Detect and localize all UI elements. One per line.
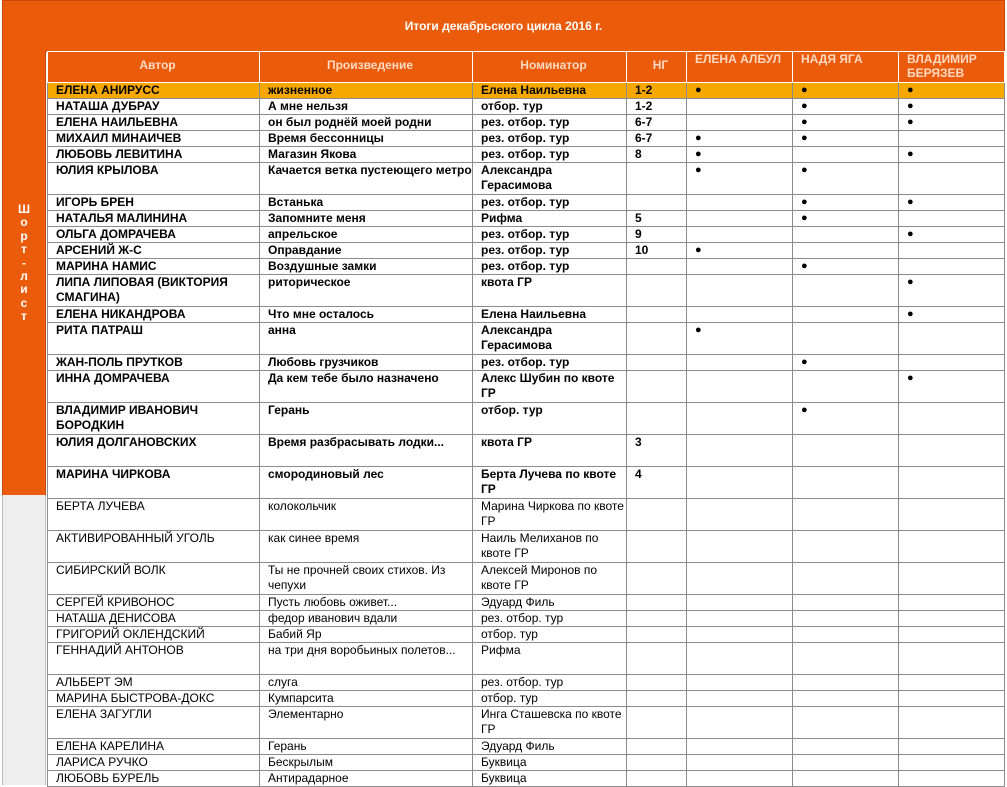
cell-vote-beryazev [899,755,1005,771]
table-row[interactable] [48,115,1005,131]
cell-vote-albul [687,499,793,531]
cell-ng [627,707,687,739]
cell-vote-yaga: ● [793,211,899,227]
cell-vote-albul [687,275,793,307]
results-table [47,51,1005,787]
cell-ng [627,611,687,627]
cell-vote-albul [687,467,793,499]
cell-author: ЛИПА ЛИПОВАЯ (ВИКТОРИЯ СМАГИНА) [48,275,260,307]
cell-vote-albul: ● [687,83,793,99]
cell-work: он был роднёй моей родни [260,115,473,131]
col-header-judge-yaga[interactable]: НАДЯ ЯГА [793,52,899,83]
cell-nominator: Елена Наильевна [473,83,627,99]
cell-nominator: квота ГР [473,435,627,467]
cell-vote-beryazev [899,211,1005,227]
cell-vote-beryazev: ● [899,227,1005,243]
cell-ng: 10 [627,243,687,259]
cell-vote-albul [687,227,793,243]
cell-work: Запомните меня [260,211,473,227]
cell-vote-yaga [793,307,899,323]
table-row[interactable] [48,83,1005,99]
cell-vote-beryazev [899,627,1005,643]
cell-nominator: квота ГР [473,275,627,307]
cell-nominator: отбор. тур [473,99,627,115]
cell-ng: 9 [627,227,687,243]
col-header-ng[interactable]: НГ [627,52,687,83]
table-row[interactable] [48,435,1005,467]
cell-work: анна [260,323,473,355]
cell-vote-albul [687,307,793,323]
cell-nominator: рез. отбор. тур [473,131,627,147]
cell-vote-beryazev [899,531,1005,563]
cell-nominator: отбор. тур [473,627,627,643]
cell-work: Любовь грузчиков [260,355,473,371]
cell-vote-yaga: ● [793,259,899,275]
table-row[interactable] [48,771,1005,787]
cell-author: РИТА ПАТРАШ [48,323,260,355]
cell-ng [627,355,687,371]
cell-vote-albul [687,259,793,275]
cell-work: Магазин Якова [260,147,473,163]
table-row[interactable] [48,627,1005,643]
cell-ng [627,691,687,707]
cell-vote-beryazev [899,611,1005,627]
cell-author: ЛЮБОВЬ ЛЕВИТИНА [48,147,260,163]
cell-author: БЕРТА ЛУЧЕВА [48,499,260,531]
cell-work: смородиновый лес [260,467,473,499]
cell-vote-albul [687,739,793,755]
cell-vote-albul [687,371,793,403]
cell-author: МАРИНА БЫСТРОВА-ДОКС [48,691,260,707]
cell-ng [627,307,687,323]
cell-nominator: рез. отбор. тур [473,355,627,371]
cell-ng [627,259,687,275]
side-label-char: л [20,269,28,284]
cell-nominator: рез. отбор. тур [473,243,627,259]
cell-author: МИХАИЛ МИНАИЧЕВ [48,131,260,147]
table-row[interactable] [48,195,1005,211]
cell-vote-beryazev [899,691,1005,707]
cell-author: АЛЬБЕРТ ЭМ [48,675,260,691]
table-row[interactable] [48,243,1005,259]
col-header-author[interactable]: Автор [48,52,260,83]
side-label-char: и [20,282,28,297]
cell-vote-yaga: ● [793,99,899,115]
cell-ng: 6-7 [627,115,687,131]
cell-work: Да кем тебе было назначено [260,371,473,403]
cell-ng [627,563,687,595]
cell-ng: 1-2 [627,99,687,115]
side-label-char: с [20,295,28,310]
cell-nominator: рез. отбор. тур [473,147,627,163]
cell-vote-albul [687,675,793,691]
cell-vote-yaga [793,707,899,739]
results-body [48,83,1005,787]
cell-work: федор иванович вдали [260,611,473,627]
col-header-nominator[interactable]: Номинатор [473,52,627,83]
shortlist-side-label [2,51,46,495]
cell-nominator: рез. отбор. тур [473,115,627,131]
cell-vote-yaga: ● [793,83,899,99]
cell-author: ИННА ДОМРАЧЕВА [48,371,260,403]
cell-author: НАТАША ДЕНИСОВА [48,611,260,627]
cell-nominator: рез. отбор. тур [473,611,627,627]
cell-nominator: Эдуард Филь [473,739,627,755]
cell-author: НАТАЛЬЯ МАЛИНИНА [48,211,260,227]
cell-vote-yaga [793,147,899,163]
cell-author: ОЛЬГА ДОМРАЧЕВА [48,227,260,243]
cell-author: ЕЛЕНА НИКАНДРОВА [48,307,260,323]
table-row[interactable] [48,675,1005,691]
cell-nominator: Рифма [473,643,627,675]
cell-nominator: отбор. тур [473,403,627,435]
cell-vote-yaga: ● [793,163,899,195]
cell-vote-albul: ● [687,131,793,147]
cell-vote-beryazev [899,675,1005,691]
cell-vote-beryazev [899,131,1005,147]
col-header-judge-albul[interactable]: ЕЛЕНА АЛБУЛ [687,52,793,83]
cell-ng [627,771,687,787]
side-label-char: Ш [17,202,31,216]
cell-vote-beryazev [899,707,1005,739]
table-row[interactable] [48,403,1005,435]
cell-vote-yaga [793,243,899,259]
col-header-work[interactable]: Произведение [260,52,473,83]
cell-work: колокольчик [260,499,473,531]
cell-author: СИБИРСКИЙ ВОЛК [48,563,260,595]
cell-vote-beryazev [899,403,1005,435]
cell-work: Пусть любовь оживет... [260,595,473,611]
cell-author: АРСЕНИЙ Ж-С [48,243,260,259]
cell-work: Время разбрасывать лодки... [260,435,473,467]
table-row[interactable] [48,643,1005,675]
cell-author: ВЛАДИМИР ИВАНОВИЧ БОРОДКИН [48,403,260,435]
cell-ng [627,403,687,435]
cell-work: Кумпарсита [260,691,473,707]
cell-nominator: Елена Наильевна [473,307,627,323]
cell-vote-albul [687,691,793,707]
cell-ng [627,627,687,643]
cell-author: МАРИНА НАМИС [48,259,260,275]
cell-ng: 1-2 [627,83,687,99]
cell-ng [627,755,687,771]
cell-work: Ты не прочней своих стихов. Из чепухи [260,563,473,595]
cell-work: Бескрылым [260,755,473,771]
side-label-char: т [21,309,27,324]
table-row[interactable] [48,147,1005,163]
cell-work: А мне нельзя [260,99,473,115]
cell-vote-beryazev [899,739,1005,755]
cell-work: Герань [260,739,473,755]
cell-vote-yaga: ● [793,355,899,371]
cell-vote-albul [687,435,793,467]
rest-side-column [2,495,46,785]
cell-work: Качается ветка пустеющего метро [260,163,473,195]
cell-vote-albul [687,99,793,115]
cell-work: риторическое [260,275,473,307]
cell-vote-beryazev: ● [899,115,1005,131]
cell-vote-yaga [793,467,899,499]
table-row[interactable] [48,323,1005,355]
cell-vote-albul [687,643,793,675]
table-row[interactable] [48,563,1005,595]
cell-vote-beryazev [899,563,1005,595]
cell-author: НАТАША ДУБРАУ [48,99,260,115]
cell-vote-albul: ● [687,243,793,259]
table-row[interactable] [48,467,1005,499]
cell-vote-albul [687,355,793,371]
cell-vote-albul [687,611,793,627]
cell-author: АКТИВИРОВАННЫЙ УГОЛЬ [48,531,260,563]
cell-vote-yaga: ● [793,403,899,435]
cell-vote-yaga [793,499,899,531]
cell-nominator: Буквица [473,755,627,771]
cell-ng [627,323,687,355]
results-sheet [2,0,1005,785]
cell-nominator: Наиль Мелиханов по квоте ГР [473,531,627,563]
table-row[interactable] [48,691,1005,707]
cell-vote-yaga [793,227,899,243]
cell-ng [627,275,687,307]
cell-vote-beryazev: ● [899,83,1005,99]
col-header-judge-beryazev[interactable]: ВЛАДИМИР БЕРЯЗЕВ [899,52,1005,83]
table-row[interactable] [48,707,1005,739]
cell-nominator: Александра Герасимова [473,323,627,355]
cell-author: СЕРГЕЙ КРИВОНОС [48,595,260,611]
cell-vote-albul [687,211,793,227]
cell-ng [627,675,687,691]
table-row[interactable] [48,307,1005,323]
cell-ng [627,643,687,675]
cell-vote-yaga [793,371,899,403]
cell-vote-beryazev [899,435,1005,467]
cell-author: ЮЛИЯ КРЫЛОВА [48,163,260,195]
cell-nominator: рез. отбор. тур [473,227,627,243]
cell-vote-albul [687,771,793,787]
cell-nominator: Буквица [473,771,627,787]
cell-author: ГРИГОРИЙ ОКЛЕНДСКИЙ [48,627,260,643]
cell-vote-yaga [793,643,899,675]
cell-ng [627,371,687,403]
side-label-char: о [20,215,28,230]
cell-ng: 3 [627,435,687,467]
cell-ng: 8 [627,147,687,163]
cell-author: ЛАРИСА РУЧКО [48,755,260,771]
cell-vote-beryazev: ● [899,371,1005,403]
cell-vote-yaga [793,739,899,755]
cell-ng: 6-7 [627,131,687,147]
cell-work: Элементарно [260,707,473,739]
cell-vote-beryazev [899,163,1005,195]
cell-nominator: отбор. тур [473,691,627,707]
cell-vote-beryazev [899,355,1005,371]
cell-vote-yaga [793,675,899,691]
cell-vote-beryazev [899,643,1005,675]
cell-work: Время бессонницы [260,131,473,147]
cell-vote-beryazev [899,323,1005,355]
cell-author: ГЕННАДИЙ АНТОНОВ [48,643,260,675]
cell-work: Встанька [260,195,473,211]
cell-vote-albul [687,115,793,131]
cell-ng [627,595,687,611]
cell-vote-yaga [793,755,899,771]
cell-vote-albul [687,531,793,563]
table-row[interactable] [48,371,1005,403]
cell-vote-beryazev [899,595,1005,611]
table-row[interactable] [48,227,1005,243]
cell-vote-beryazev: ● [899,275,1005,307]
side-label-char: т [21,242,27,257]
table-row[interactable] [48,259,1005,275]
cell-author: ЕЛЕНА АНИРУСС [48,83,260,99]
cell-author: ЖАН-ПОЛЬ ПРУТКОВ [48,355,260,371]
cell-nominator: рез. отбор. тур [473,675,627,691]
table-row[interactable] [48,739,1005,755]
cell-vote-yaga [793,771,899,787]
cell-ng [627,531,687,563]
cell-nominator: Инга Сташевска по квоте ГР [473,707,627,739]
cell-vote-yaga [793,595,899,611]
cell-vote-albul [687,627,793,643]
cell-vote-albul [687,707,793,739]
cell-vote-yaga [793,275,899,307]
table-row[interactable] [48,211,1005,227]
table-row[interactable] [48,355,1005,371]
sheet-title [2,0,1005,52]
cell-vote-yaga: ● [793,115,899,131]
cell-work: Воздушные замки [260,259,473,275]
cell-nominator: Берта Лучева по квоте ГР [473,467,627,499]
cell-vote-yaga [793,435,899,467]
cell-vote-albul [687,563,793,595]
cell-vote-albul [687,595,793,611]
cell-author: МАРИНА ЧИРКОВА [48,467,260,499]
cell-ng: 4 [627,467,687,499]
cell-nominator: Алекс Шубин по квоте ГР [473,371,627,403]
cell-nominator: Алексей Миронов по квоте ГР [473,563,627,595]
table-row[interactable] [48,131,1005,147]
cell-vote-albul [687,195,793,211]
cell-vote-yaga [793,531,899,563]
cell-vote-albul [687,403,793,435]
cell-ng [627,163,687,195]
cell-vote-albul: ● [687,147,793,163]
cell-vote-yaga [793,611,899,627]
cell-author: ИГОРЬ БРЕН [48,195,260,211]
cell-work: апрельское [260,227,473,243]
cell-vote-yaga [793,691,899,707]
cell-author: ЕЛЕНА ЗАГУГЛИ [48,707,260,739]
side-label-char: - [22,255,26,270]
cell-vote-albul [687,755,793,771]
table-row[interactable] [48,531,1005,563]
table-row[interactable] [48,275,1005,307]
sheet-title-text: Итоги декабрьского цикла 2016 г. [404,19,603,33]
cell-vote-yaga [793,627,899,643]
cell-nominator: Эдуард Филь [473,595,627,611]
cell-ng [627,195,687,211]
cell-vote-yaga: ● [793,195,899,211]
cell-vote-beryazev: ● [899,195,1005,211]
cell-vote-beryazev: ● [899,147,1005,163]
header-row [48,52,1005,83]
cell-author: ЮЛИЯ ДОЛГАНОВСКИХ [48,435,260,467]
cell-work: Бабий Яр [260,627,473,643]
cell-vote-albul: ● [687,163,793,195]
cell-vote-beryazev [899,243,1005,259]
table-row[interactable] [48,499,1005,531]
cell-work: Антирадарное [260,771,473,787]
cell-vote-beryazev: ● [899,307,1005,323]
cell-vote-beryazev: ● [899,99,1005,115]
cell-work: Оправдание [260,243,473,259]
cell-work: как синее время [260,531,473,563]
cell-vote-beryazev [899,499,1005,531]
cell-vote-yaga [793,323,899,355]
cell-vote-yaga: ● [793,131,899,147]
cell-vote-beryazev [899,771,1005,787]
cell-work: Герань [260,403,473,435]
cell-nominator: Марина Чиркова по квоте ГР [473,499,627,531]
cell-work: слуга [260,675,473,691]
cell-vote-beryazev [899,259,1005,275]
cell-nominator: рез. отбор. тур [473,195,627,211]
table-row[interactable] [48,611,1005,627]
cell-nominator: Александра Герасимова [473,163,627,195]
table-row[interactable] [48,595,1005,611]
table-row[interactable] [48,99,1005,115]
cell-vote-yaga [793,563,899,595]
table-row[interactable] [48,163,1005,195]
cell-author: ЛЮБОВЬ БУРЕЛЬ [48,771,260,787]
cell-author: ЕЛЕНА КАРЕЛИНА [48,739,260,755]
cell-ng [627,739,687,755]
cell-ng: 5 [627,211,687,227]
cell-ng [627,499,687,531]
cell-work: жизненное [260,83,473,99]
table-row[interactable] [48,755,1005,771]
cell-vote-beryazev [899,467,1005,499]
cell-nominator: рез. отбор. тур [473,259,627,275]
cell-work: Что мне осталось [260,307,473,323]
cell-nominator: Рифма [473,211,627,227]
cell-vote-albul: ● [687,323,793,355]
cell-work: на три дня воробьиных полетов... [260,643,473,675]
cell-author: ЕЛЕНА НАИЛЬЕВНА [48,115,260,131]
side-label-char: р [20,228,28,243]
